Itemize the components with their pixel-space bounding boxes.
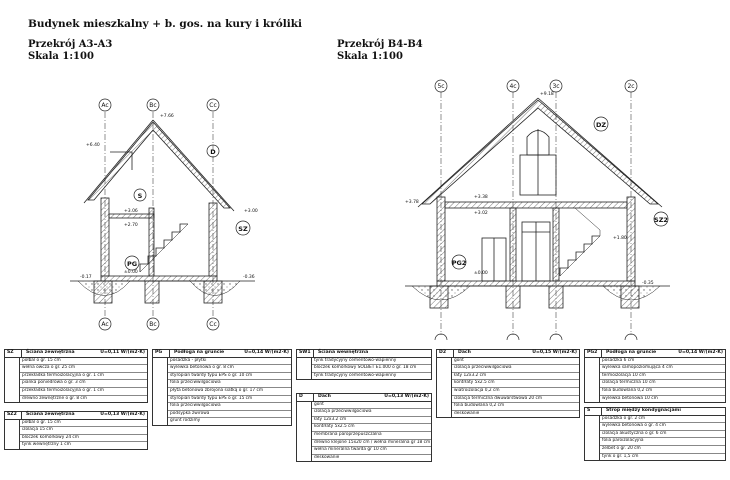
axis-a-top-0: Ac: [101, 102, 109, 109]
table-row: styropian twardy typu EPS o gr. 15 cm: [168, 396, 291, 404]
table-row: wiatroizolacja 0,2 cm: [452, 388, 579, 396]
table-code: SZ: [5, 350, 22, 357]
table-name: Podłoga na gruncie: [606, 350, 657, 355]
level-b-1: +3.78: [405, 200, 419, 205]
table-name: Dach: [318, 394, 331, 399]
table-name: Podłoga na gruncie: [174, 350, 225, 355]
level-a-2: +3.06: [124, 209, 138, 214]
table-row: podsypka żwirowa: [168, 411, 291, 419]
table-u: U=0,14 W/(m2·K): [244, 350, 289, 355]
table-row: połbal o gr. 15 cm: [20, 358, 147, 366]
table-pg: [152, 349, 292, 426]
level-a-6: ±0.00: [124, 270, 138, 275]
table-row: wylewka samopoziomująca 4 cm: [600, 365, 725, 373]
table-u: U=0,14 W/(m2·K): [678, 350, 723, 355]
axis-b-top-3: 2c: [627, 83, 635, 90]
table-sz2: [4, 411, 148, 450]
left-section-scale: Skala 1:100: [28, 51, 94, 62]
table-row: połbal o gr. 15 cm: [20, 420, 147, 428]
table-row: termoizolacja 10 cm: [600, 373, 725, 381]
axis-a-top-1: Bc: [149, 102, 157, 109]
wall-b-right: [627, 197, 635, 281]
axis-b-top-1: 4c: [509, 83, 517, 90]
table-row: izolacja termiczna dwuwarstwowa 20 cm: [452, 396, 579, 404]
wall-a-left: [101, 198, 109, 276]
table-row: wełna mineralna twarda gr 10 cm: [312, 447, 431, 455]
right-section-title: Przekrój B4-B4: [337, 39, 423, 50]
table-pg2: [584, 349, 726, 403]
sheet-title: Budynek mieszkalny + b. gos. na kury i króliki: [28, 18, 302, 30]
level-b-4: +1.80: [613, 236, 627, 241]
marker-sz2: SZ2: [654, 216, 668, 224]
table-row: wylewka betonowa o gr. 8 cm: [168, 365, 291, 373]
level-b-2: +3.38: [474, 195, 488, 200]
table-row: grunt rodzimy: [170, 418, 201, 424]
wall-b-left: [437, 197, 445, 281]
table-d2: [436, 349, 580, 418]
table-row: pianka poniedrowa o gr. 3 cm: [20, 380, 147, 388]
roof-b: [422, 100, 658, 204]
table-row: przekładka termoizolacyjna o gr. 1 cm: [20, 373, 147, 381]
table-name: Ściana zewnętrzna: [26, 350, 75, 355]
level-a-3: +2.70: [124, 223, 138, 228]
marker-sz: SZ: [238, 225, 248, 233]
axis-a-top-2: Cc: [209, 102, 217, 109]
table-code: SZ2: [5, 412, 22, 419]
wall-a-right: [209, 203, 217, 276]
table-code: PG2: [585, 350, 602, 357]
axis-a-bottom-0: Ac: [101, 321, 109, 328]
table-row: membrana paroprzepuszczalna: [312, 432, 431, 440]
table-d: [296, 393, 432, 462]
table-row: kontrłaty 5x2.5 cm: [452, 380, 579, 388]
table-row: żelbet o gr. 20 cm: [600, 446, 725, 454]
table-row: tynk tradycyjny cementowo-wapienny: [314, 372, 397, 378]
table-row: deskowanie: [314, 454, 340, 460]
table-row: drewno zewnętrzne o gr. 8 cm: [22, 395, 87, 401]
marker-pg2: PG2: [451, 259, 467, 267]
axis-b-top-0: 5c: [437, 83, 445, 90]
table-u: U=0,13 W/(m2·K): [384, 394, 429, 399]
marker-s: S: [137, 192, 143, 200]
table-sz: [4, 349, 148, 403]
table-sw1: [296, 349, 432, 380]
table-s: [584, 407, 726, 461]
table-row: folia budowlana 0,2 cm: [452, 403, 579, 411]
level-b-0: +9.18: [540, 92, 554, 97]
axis-b-top-2: 3c: [552, 83, 560, 90]
table-row: gont: [312, 402, 431, 410]
marker-dz: DZ: [595, 121, 607, 129]
axis-bubbles-b: [435, 80, 637, 340]
level-a-5: -0.17: [80, 275, 92, 280]
table-row: wylewka betonowa o gr. 4 cm: [600, 423, 725, 431]
table-row: tynk o gr. 1,5 cm: [602, 453, 639, 459]
table-row: izolacja 15 cm: [20, 427, 147, 435]
table-name: Ściana wewnętrzna: [318, 350, 369, 355]
table-row: kontrłaty 5x2.5 cm: [312, 424, 431, 432]
table-row: posadzka 6 cm: [600, 358, 725, 366]
level-a-7: -0.36: [243, 275, 255, 280]
table-row: izolacja przeciwwilgociowa: [312, 409, 431, 417]
table-u: U=0,13 W/(m2·K): [100, 412, 145, 417]
slab-b: [445, 202, 627, 208]
table-row: łaty 12x3.2 cm: [452, 373, 579, 381]
table-row: deskowanie: [454, 410, 480, 416]
table-row: tynk wewnętrzny 1 cm: [22, 442, 71, 448]
table-row: folia budowlana 0,2 cm: [600, 388, 725, 396]
table-row: posadzka - płytki: [168, 358, 291, 366]
level-b-3: +3.02: [474, 211, 488, 216]
table-row: płyta betonowa zbrojona siatką o gr. 17 cm: [168, 388, 291, 396]
level-b-5: ±0.00: [474, 271, 488, 276]
level-a-1: +7.66: [160, 114, 174, 119]
table-row: wylewka betonowa 10 cm: [602, 395, 658, 401]
table-code: PG: [153, 350, 170, 357]
table-row: styropian twardy typu EPS o gr. 10 cm: [168, 373, 291, 381]
table-row: folia przeciwwilgociowa: [168, 380, 291, 388]
table-u: [723, 408, 725, 415]
table-row: tynk tradycyjny cementowo-wapienny: [312, 358, 431, 366]
level-b-6: -0.35: [642, 281, 654, 286]
table-code: D2: [437, 350, 454, 357]
slab-a: [109, 214, 154, 218]
table-row: izolacja przeciwwilgociowa: [452, 365, 579, 373]
table-u: [429, 350, 431, 357]
roof-a: [88, 122, 230, 208]
axis-a-bottom-2: Cc: [209, 321, 217, 328]
table-row: drewno klejone 15x20 cm / wełna mineralna gr 18 cm: [312, 440, 431, 448]
table-row: bloczek komórkowy 24 cm: [20, 435, 147, 443]
marker-d: D: [210, 148, 216, 156]
level-a-0: +6.40: [86, 143, 100, 148]
section-b-drawing: [405, 92, 670, 335]
table-row: wełna owcza o gr. 25 cm: [20, 365, 147, 373]
table-row: przekładka termoizolacyjna o gr. 1 cm: [20, 388, 147, 396]
table-row: gont: [452, 358, 579, 366]
table-u: U=0,11 W/(m2·K): [100, 350, 145, 355]
table-name: Strop między kondygnacjami: [606, 408, 681, 413]
table-name: Dach: [458, 350, 471, 355]
table-u: U=0,15 W/(m2·K): [532, 350, 577, 355]
table-row: folia paroizolacyjna: [600, 438, 725, 446]
table-row: izolacja termiczna 10 cm: [600, 380, 725, 388]
table-row: izolacja akustyczna o gr. 6 cm: [600, 431, 725, 439]
marker-pg: PG: [126, 260, 138, 268]
level-a-4: +3.00: [244, 209, 258, 214]
axis-a-bottom-1: Bc: [149, 321, 157, 328]
table-code: S: [585, 408, 602, 415]
table-row: folia przeciwwilgociowa: [168, 403, 291, 411]
table-row: posadzka o gr. 2 cm: [600, 416, 725, 424]
table-row: bloczek komórkowy SOLBET E1.000 o gr. 18 cm: [312, 365, 431, 373]
table-code: SW1: [297, 350, 314, 357]
table-name: Ściana zewnętrzna: [26, 412, 75, 417]
table-row: łaty 12x3.2 cm: [312, 417, 431, 425]
table-code: D: [297, 394, 314, 401]
right-section-scale: Skala 1:100: [337, 51, 403, 62]
left-section-title: Przekrój A3-A3: [28, 39, 113, 50]
